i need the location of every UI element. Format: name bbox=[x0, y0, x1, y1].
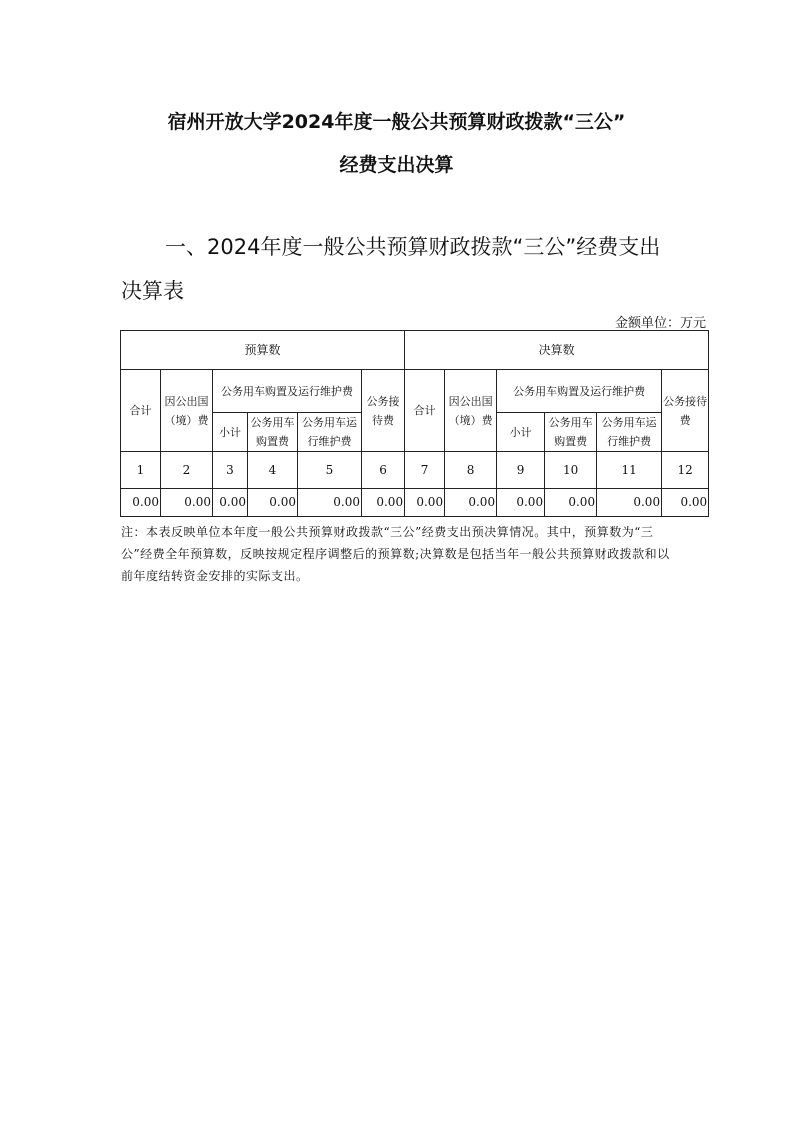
value-cell: 0.00 bbox=[121, 489, 161, 517]
value-cell: 0.00 bbox=[497, 489, 545, 517]
value-cell: 0.00 bbox=[545, 489, 597, 517]
value-cell: 0.00 bbox=[161, 489, 213, 517]
value-cell: 0.00 bbox=[213, 489, 248, 517]
header-final-subtotal: 小计 bbox=[497, 413, 545, 452]
header-budget-vehicle-maintenance: 公务用车运行维护费 bbox=[298, 413, 362, 452]
header-budget-vehicle-group: 公务用车购置及运行维护费 bbox=[213, 370, 362, 413]
table-row-values bbox=[121, 489, 709, 517]
header-final-group: 决算数 bbox=[405, 331, 709, 370]
table-note: 注：本表反映单位本年度一般公共预算财政拨款“三公”经费支出预决算情况。其中，预算数为“三公”经费全年预算数，反映按规定程序调整后的预算数;决算数是包括当年一般公共预算财政拨款和以前年度结转资金安排的实际支出。 bbox=[121, 525, 670, 583]
header-budget-group: 预算数 bbox=[121, 331, 405, 370]
document-title-line-2: 经费支出决算 bbox=[339, 154, 454, 176]
index-cell: 8 bbox=[445, 452, 497, 489]
three-public-expenses-table bbox=[120, 330, 709, 517]
unit-label: 金额单位：万元 bbox=[614, 316, 706, 331]
header-budget-abroad: 因公出国（境）费 bbox=[161, 370, 213, 452]
index-cell: 5 bbox=[298, 452, 362, 489]
header-budget-reception: 公务接待费 bbox=[362, 370, 405, 452]
index-cell: 7 bbox=[405, 452, 445, 489]
index-cell: 9 bbox=[497, 452, 545, 489]
header-final-vehicle-maintenance: 公务用车运行维护费 bbox=[597, 413, 662, 452]
table-header-row-columns bbox=[121, 370, 709, 413]
document-title-line-1: 宿州开放大学2024年度一般公共预算财政拨款“三公” bbox=[167, 111, 626, 133]
value-cell: 0.00 bbox=[445, 489, 497, 517]
header-final-total: 合计 bbox=[405, 370, 445, 452]
header-final-vehicle-group: 公务用车购置及运行维护费 bbox=[497, 370, 662, 413]
table-header-row-groups bbox=[121, 331, 709, 370]
value-cell: 0.00 bbox=[248, 489, 298, 517]
table-row-index bbox=[121, 452, 709, 489]
index-cell: 3 bbox=[213, 452, 248, 489]
value-cell: 0.00 bbox=[597, 489, 662, 517]
header-budget-total: 合计 bbox=[121, 370, 161, 452]
section-heading: 一、2024年度一般公共预算财政拨款“三公”经费支出决算表 bbox=[121, 235, 661, 303]
header-final-reception: 公务接待费 bbox=[662, 370, 709, 452]
header-budget-vehicle-purchase: 公务用车购置费 bbox=[248, 413, 298, 452]
header-final-vehicle-purchase: 公务用车购置费 bbox=[545, 413, 597, 452]
index-cell: 1 bbox=[121, 452, 161, 489]
header-budget-subtotal: 小计 bbox=[213, 413, 248, 452]
value-cell: 0.00 bbox=[405, 489, 445, 517]
value-cell: 0.00 bbox=[662, 489, 709, 517]
index-cell: 2 bbox=[161, 452, 213, 489]
index-cell: 4 bbox=[248, 452, 298, 489]
index-cell: 12 bbox=[662, 452, 709, 489]
value-cell: 0.00 bbox=[298, 489, 362, 517]
index-cell: 11 bbox=[597, 452, 662, 489]
index-cell: 6 bbox=[362, 452, 405, 489]
value-cell: 0.00 bbox=[362, 489, 405, 517]
index-cell: 10 bbox=[545, 452, 597, 489]
header-final-abroad: 因公出国（境）费 bbox=[445, 370, 497, 452]
